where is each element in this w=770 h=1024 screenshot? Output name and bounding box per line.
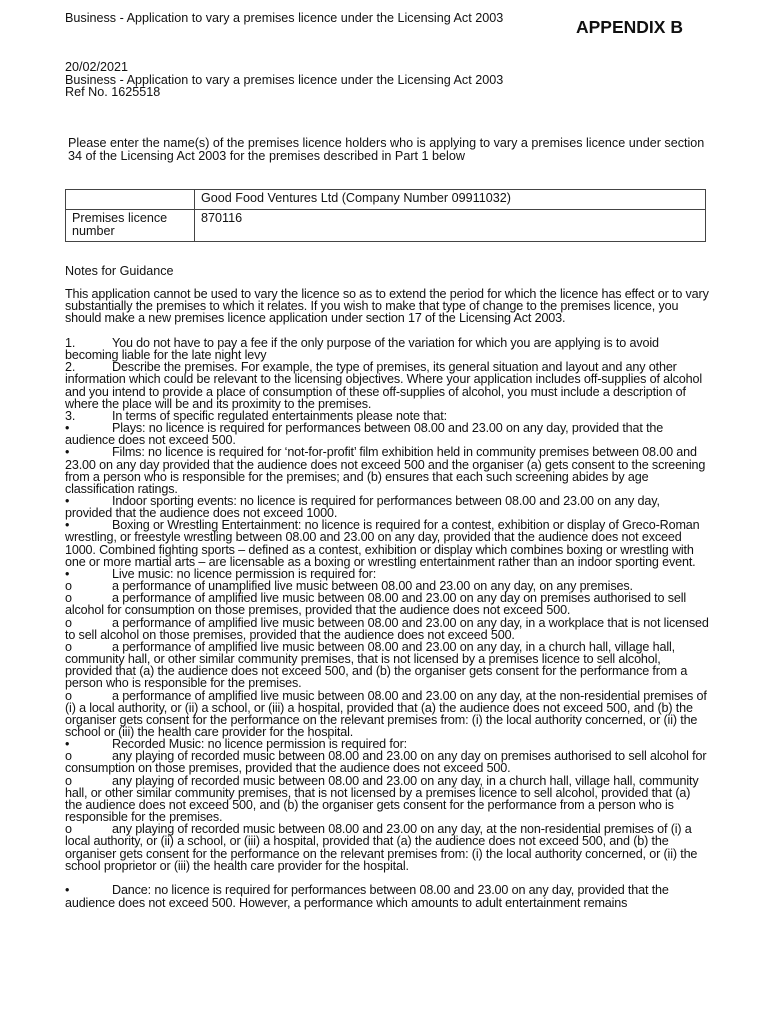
- item-text: Live music: no licence permission is required for:: [112, 566, 377, 581]
- item-text: a performance of amplified live music between 08.00 and 23.00 on any day, in a workplace that is not licensed to sell alcohol on those premises, provided that the audience does not exceed 500.: [65, 615, 709, 642]
- item-marker: 3.: [65, 408, 76, 423]
- list-item: [65, 337, 710, 361]
- holder-name-cell: Good Food Ventures Ltd (Company Number 09911032): [195, 190, 706, 210]
- licence-number-cell: 870116: [195, 210, 706, 242]
- list-item: [65, 775, 710, 824]
- item-text: any playing of recorded music between 08.00 and 23.00 on any day, in a church hall, village hall, community hall, or other similar community premises, that is not licensed by a premises licence to sell alcohol, provided that (a) the audience does not exceed 500, and (b) the organiser gets consent for the performance from a person who is responsible for the premises.: [65, 773, 699, 825]
- application-date: 20/02/2021: [65, 60, 129, 74]
- reference-number: Ref No. 1625518: [65, 85, 161, 99]
- item-marker: o: [65, 591, 72, 606]
- item-marker: o: [65, 822, 72, 837]
- item-marker: •: [65, 566, 70, 581]
- item-text: In terms of specific regulated entertainments please note that:: [112, 408, 447, 423]
- notes-heading: Notes for Guidance: [65, 264, 174, 278]
- item-marker: •: [65, 737, 70, 752]
- list-item: [65, 690, 710, 739]
- list-item: [65, 750, 710, 774]
- item-text: Plays: no licence is required for performances between 08.00 and 23.00 on any day, provided that the audience does not exceed 500.: [65, 421, 664, 448]
- item-text: Dance: no licence is required for performances between 08.00 and 23.00 on any day, provided that the audience does not exceed 500. However, a performance which amounts to adult entertainment remains: [65, 883, 669, 910]
- list-item: [65, 361, 710, 410]
- running-header: Business - Application to vary a premises licence under the Licensing Act 2003: [65, 11, 504, 25]
- list-item: [65, 884, 710, 908]
- intro-text: Please enter the name(s) of the premises licence holders who is applying to vary a premises licence under section 34 of the Licensing Act 2003 for the premises described in Part 1 below: [68, 136, 705, 163]
- item-text: a performance of unamplified live music between 08.00 and 23.00 on any day, on any premises.: [112, 579, 633, 594]
- licence-holders-table: [65, 189, 706, 242]
- item-marker: •: [65, 494, 70, 508]
- guidance-notes: [65, 288, 710, 909]
- list-item: [65, 641, 710, 690]
- list-item: [65, 495, 710, 519]
- list-item: [65, 617, 710, 641]
- item-text: Films: no licence is required for ‘not-for-profit’ film exhibition held in community premises between 08.00 and 23.00 on any day provided that the audience does not exceed 500 and the organiser (a) gets consent to the screening from a person who is responsible for the premises; and (b) ensures that each such screening abides by age classification ratings.: [65, 445, 706, 496]
- item-text: a performance of amplified live music between 08.00 and 23.00 on any day, at the non-residential premises of (i) a local authority, or (ii) a school, or (iii) a hospital, provided that (a) the audience does not exceed 500, and (b) the organiser gets consent for the performance on the relevant premises from: (i) the local authority concerned, or (ii) the school or (iii) the health care provider for the hospital.: [65, 688, 707, 739]
- item-marker: o: [65, 688, 72, 703]
- item-text: Boxing or Wrestling Entertainment: no licence is required for a contest, exhibition or display of Greco-Roman wrestling, or freestyle wrestling between 08.00 and 23.00 on any day, provided that the audience does not exceed 1000. Combined fighting sports – defined as a contest, exhibition or display which combines boxing or wrestling with one or more martial arts – are licensable as a boxing or wrestling entertainment rather than an indoor sporting event.: [65, 518, 700, 569]
- item-text: You do not have to pay a fee if the only purpose of the variation for which you are applying is to avoid becoming liable for the late night levy: [65, 335, 659, 363]
- item-marker: •: [65, 421, 70, 436]
- guidance-paragraph: This application cannot be used to vary the licence so as to extend the period for which the licence has effect or to vary substantially the premises to which it relates. If you wish to make that type of change to the premises licence, you should make a new premises licence application under section 17 of the Licensing Act 2003.: [65, 287, 709, 326]
- application-meta: [65, 61, 503, 99]
- list-item: [65, 422, 710, 446]
- item-marker: •: [65, 445, 70, 460]
- item-text: a performance of amplified live music between 08.00 and 23.00 on any day, in a church hall, village hall, community hall, or other similar community premises, that is not licensed by a premises licence to sell alcohol, provided that (a) the audience does not exceed 500, and (b) the organiser gets consent for the performance from a person who is responsible for the premises.: [65, 639, 688, 691]
- item-text: any playing of recorded music between 08.00 and 23.00 on any day, at the non-residential premises of (i) a local authority, or (ii) a school, or (iii) a hospital, provided that (a) the audience does not exceed 500, and (b) the organiser gets consent for the performance on the relevant premises from: (i) the local authority concerned, or (ii) the school proprietor or (iii) the health care provider for the hospital.: [65, 822, 698, 873]
- item-marker: o: [65, 579, 72, 594]
- item-marker: 2.: [65, 360, 76, 375]
- item-text: any playing of recorded music between 08.00 and 23.00 on any day on premises authorised to sell alcohol for consumption on those premises, provided that the audience does not exceed 500.: [65, 749, 707, 776]
- list-item: [65, 823, 710, 872]
- item-marker: o: [65, 639, 72, 654]
- list-item: [65, 446, 710, 495]
- item-text: Indoor sporting events: no licence is required for performances between 08.00 and 23.00 on any day, provided that the audience does not exceed 1000.: [65, 494, 660, 521]
- licence-number-label-cell: Premises licence number: [66, 210, 195, 242]
- list-item: [65, 519, 710, 568]
- appendix-label: APPENDIX B: [576, 17, 683, 37]
- item-marker: o: [65, 749, 72, 764]
- application-title: Business - Application to vary a premises licence under the Licensing Act 2003: [65, 72, 504, 87]
- item-text: a performance of amplified live music between 08.00 and 23.00 on any day on premises authorised to sell alcohol for consumption on those premises, provided that the audience does not exceed 500.: [65, 591, 687, 618]
- holder-label-cell: [66, 190, 195, 210]
- item-marker: o: [65, 773, 72, 788]
- item-marker: •: [65, 518, 70, 533]
- item-text: Describe the premises. For example, the type of premises, its general situation and layout and any other information which could be relevant to the licensing objectives. Where your application includes off-supplies of alcohol and you intend to provide a place of consumption of these off-supplies of alcohol, you must include a description of where the place will be and its proximity to the premises.: [65, 360, 703, 411]
- item-text: Recorded Music: no licence permission is required for:: [112, 737, 407, 752]
- item-marker: •: [65, 883, 70, 898]
- item-marker: 1.: [65, 335, 76, 350]
- list-item: [65, 592, 710, 616]
- table-row: [66, 210, 706, 242]
- table-row: [66, 190, 706, 210]
- item-marker: o: [65, 615, 72, 630]
